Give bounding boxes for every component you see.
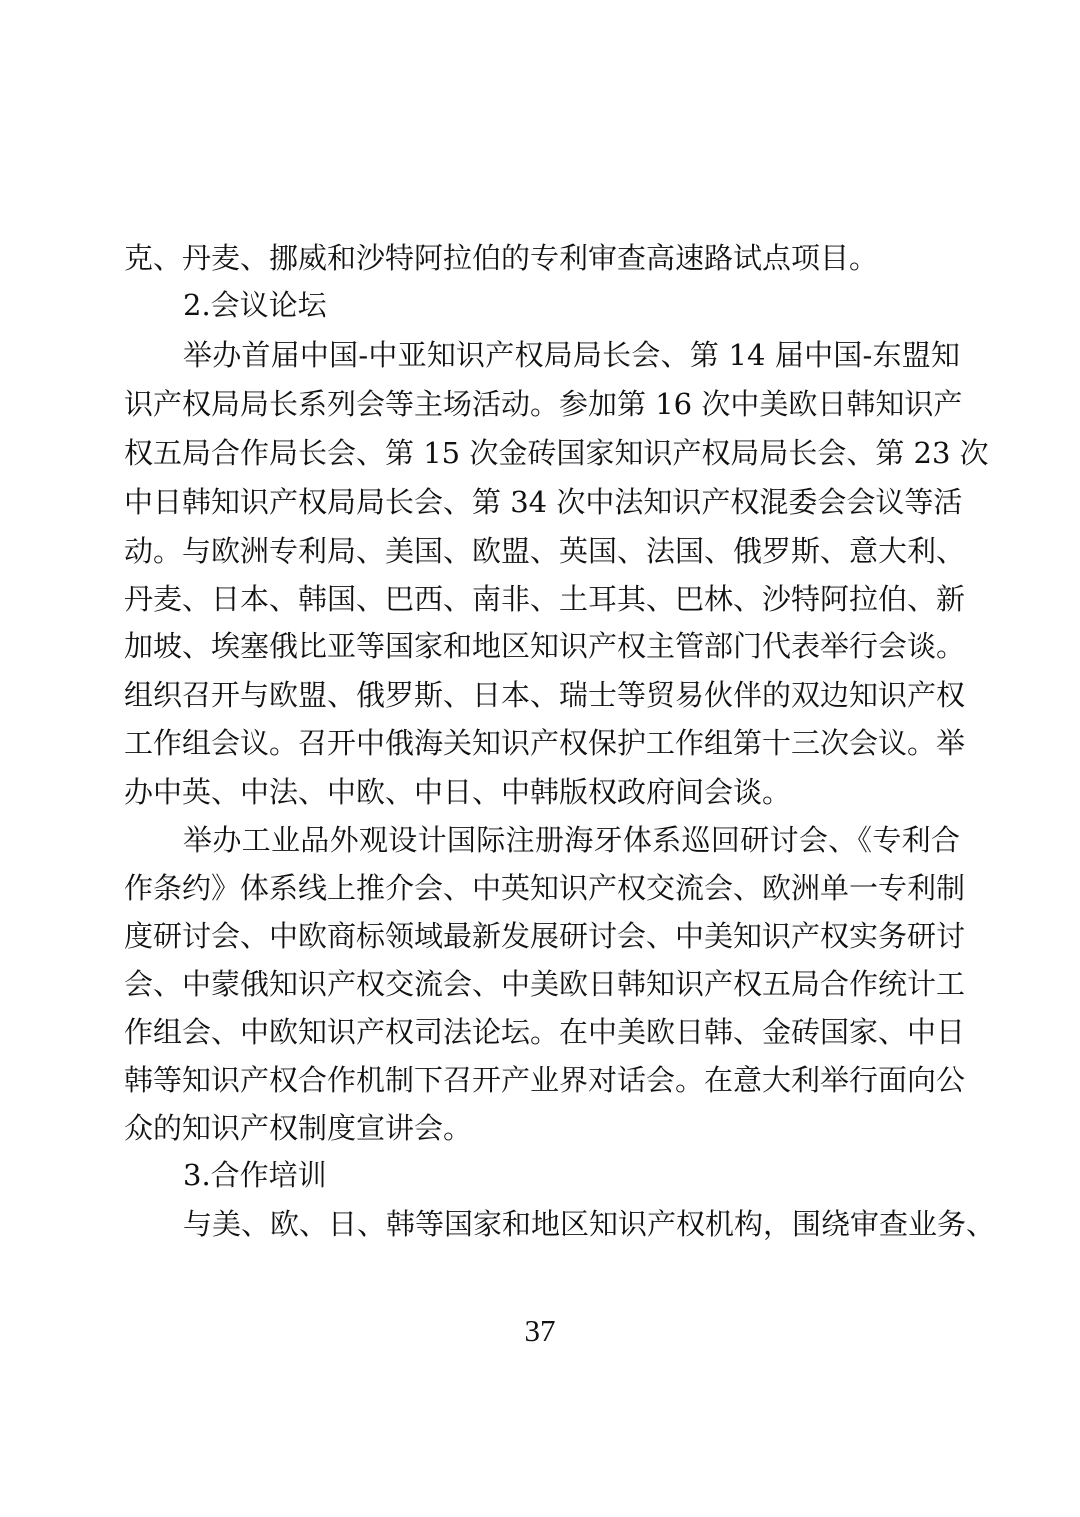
- text-line: 举办首届中国-中亚知识产权局局长会、第 14 届中国-东盟知: [183, 338, 960, 372]
- text-line: 会、中蒙俄知识产权交流会、中美欧日韩知识产权五局合作统计工: [124, 967, 966, 1001]
- text-line: 众的知识产权制度宣讲会。: [124, 1111, 473, 1145]
- text-line: 举办工业品外观设计国际注册海牙体系巡回研讨会、《专利合: [183, 823, 960, 857]
- text-line: 与美、欧、日、韩等国家和地区知识产权机构，围绕审查业务、: [183, 1207, 996, 1241]
- text-line: 权五局合作局长会、第 15 次金砖国家知识产权局局长会、第 23 次: [124, 436, 989, 470]
- section-heading: 2.会议论坛: [183, 288, 327, 322]
- text-line: 度研讨会、中欧商标领域最新发展研讨会、中美知识产权实务研讨: [124, 919, 966, 953]
- text-line: 克、丹麦、挪威和沙特阿拉伯的专利审查高速路试点项目。: [124, 241, 879, 275]
- text-line: 工作组会议。召开中俄海关知识产权保护工作组第十三次会议。举: [124, 726, 966, 760]
- text-line: 韩等知识产权合作机制下召开产业界对话会。在意大利举行面向公: [124, 1063, 966, 1097]
- text-line: 组织召开与欧盟、俄罗斯、日本、瑞士等贸易伙伴的双边知识产权: [124, 678, 966, 712]
- text-line: 丹麦、日本、韩国、巴西、南非、土耳其、巴林、沙特阿拉伯、新: [124, 582, 966, 616]
- page-number: 37: [524, 1313, 556, 1348]
- text-line: 办中英、中法、中欧、中日、中韩版权政府间会谈。: [124, 775, 792, 809]
- text-line: 中日韩知识产权局局长会、第 34 次中法知识产权混委会会议等活: [124, 485, 963, 519]
- text-line: 识产权局局长系列会等主场活动。参加第 16 次中美欧日韩知识产: [124, 387, 963, 421]
- text-line: 作条约》体系线上推介会、中英知识产权交流会、欧洲单一专利制: [124, 871, 966, 905]
- text-line: 动。与欧洲专利局、美国、欧盟、英国、法国、俄罗斯、意大利、: [124, 534, 966, 568]
- section-heading: 3.合作培训: [183, 1158, 327, 1192]
- text-line: 加坡、埃塞俄比亚等国家和地区知识产权主管部门代表举行会谈。: [124, 629, 966, 663]
- text-line: 作组会、中欧知识产权司法论坛。在中美欧日韩、金砖国家、中日: [124, 1015, 966, 1049]
